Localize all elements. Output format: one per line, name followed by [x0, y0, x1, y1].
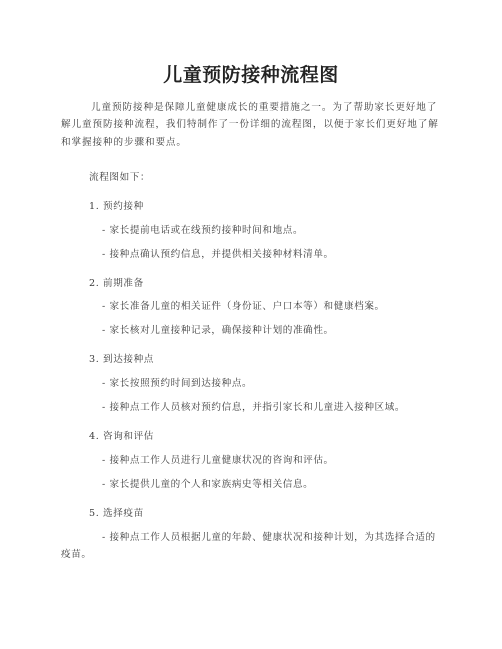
step-heading: 3. 到达接种点: [89, 354, 154, 365]
step-item: - 接种点工作人员核对预约信息，并指引家长和儿童进入接种区域。: [102, 402, 406, 413]
page-title: 儿童预防接种流程图: [163, 64, 339, 86]
intro-paragraph: 儿童预防接种是保障儿童健康成长的重要措施之一。为了帮助家长更好地了解儿童预防接种流程，我们特制作了一份详细的流程图，以便于家长们更好地了解和掌握接种的步骤和要点。: [61, 102, 439, 148]
step-item: - 家长核对儿童接种记录，确保接种计划的准确性。: [102, 325, 334, 336]
step-item: - 家长按照预约时间到达接种点。: [102, 378, 253, 389]
step-item: - 家长提供儿童的个人和家族病史等相关信息。: [102, 479, 314, 490]
flow-label: 流程图如下：: [89, 172, 151, 183]
step-heading: 4. 咨询和评估: [89, 431, 154, 442]
step-heading: 2. 前期准备: [89, 278, 144, 289]
step-item: - 接种点工作人员根据儿童的年龄、健康状况和接种计划，为其选择合适的: [102, 532, 436, 543]
step-item: - 接种点工作人员进行儿童健康状况的咨询和评估。: [102, 455, 334, 466]
step-item: - 家长准备儿童的相关证件（身份证、户口本等）和健康档案。: [102, 301, 385, 312]
step-heading: 5. 选择疫苗: [89, 508, 144, 519]
step-heading: 1. 预约接种: [89, 201, 144, 212]
step-item: - 接种点确认预约信息，并提供相关接种材料清单。: [102, 249, 334, 260]
step-item-continuation: 疫苗。: [61, 549, 92, 560]
step-item: - 家长提前电话或在线预约接种时间和地点。: [102, 225, 304, 236]
